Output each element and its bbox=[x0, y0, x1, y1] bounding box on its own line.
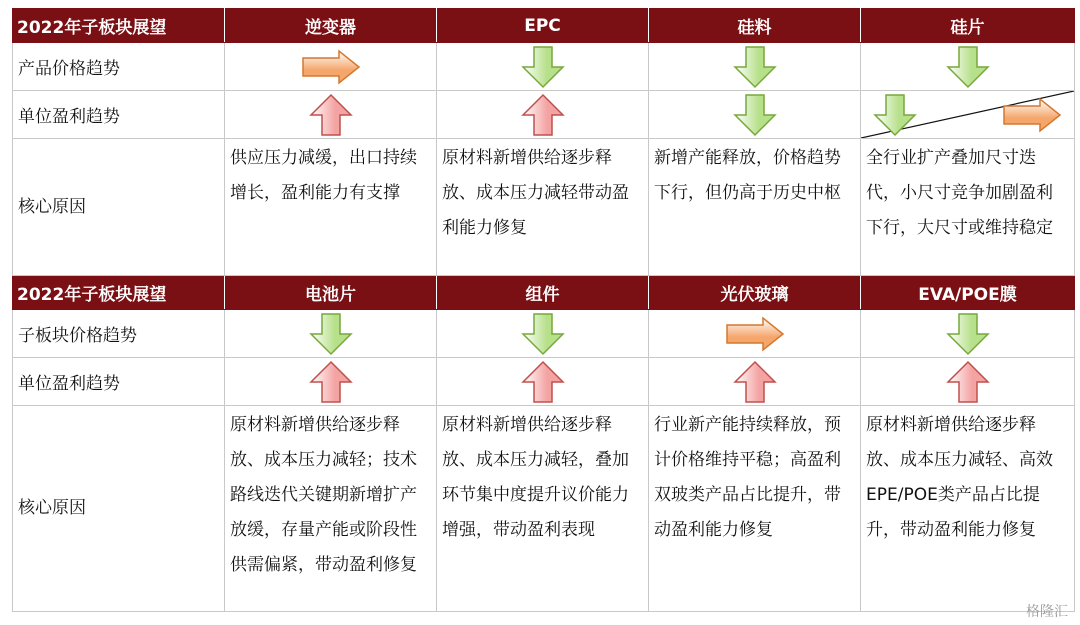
profit-trend-cell bbox=[649, 358, 861, 406]
price-trend-cell bbox=[649, 310, 861, 358]
section1-header-row bbox=[13, 9, 1075, 43]
up-arrow-icon bbox=[521, 93, 565, 137]
right-arrow-icon bbox=[301, 49, 361, 85]
right-arrow-icon bbox=[1002, 97, 1062, 133]
down-arrow-icon bbox=[733, 93, 777, 137]
section2-title: 2022年子板块展望 bbox=[13, 276, 225, 310]
reason-text: 行业新产能持续释放，预计价格维持平稳；高盈利双玻类产品占比提升，带动盈利能力修复 bbox=[649, 406, 861, 612]
down-arrow-icon bbox=[946, 45, 990, 89]
reason-text: 原材料新增供给逐步释放、成本压力减轻，叠加环节集中度提升议价能力增强，带动盈利表现 bbox=[437, 406, 649, 612]
profit-trend-cell bbox=[437, 358, 649, 406]
col-header-module: 组件 bbox=[437, 276, 649, 310]
reason-text: 供应压力减缓，出口持续增长，盈利能力有支撑 bbox=[225, 139, 437, 276]
col-header-inverter: 逆变器 bbox=[225, 9, 437, 43]
price-trend-label: 产品价格趋势 bbox=[13, 43, 225, 91]
section1-profit-row bbox=[13, 91, 1075, 139]
outlook-table bbox=[12, 8, 1075, 612]
down-arrow-icon bbox=[309, 312, 353, 356]
sub-price-trend-label: 子板块价格趋势 bbox=[13, 310, 225, 358]
down-arrow-icon bbox=[521, 45, 565, 89]
profit-trend-cell bbox=[225, 91, 437, 139]
price-trend-cell bbox=[437, 43, 649, 91]
price-trend-cell bbox=[225, 43, 437, 91]
section2-price-row bbox=[13, 310, 1075, 358]
reason-text: 原材料新增供给逐步释放、成本压力减轻；技术路线迭代关键期新增扩产放缓，存量产能或阶段性供需偏紧，带动盈利修复 bbox=[225, 406, 437, 612]
right-arrow-icon bbox=[725, 316, 785, 352]
profit-trend-cell bbox=[649, 91, 861, 139]
col-header-epc: EPC bbox=[437, 9, 649, 43]
price-trend-cell bbox=[861, 310, 1075, 358]
section1-title: 2022年子板块展望 bbox=[13, 9, 225, 43]
section2-reason-row bbox=[13, 406, 1075, 612]
down-arrow-icon bbox=[946, 312, 990, 356]
section1-price-row bbox=[13, 43, 1075, 91]
section1-reason-row bbox=[13, 139, 1075, 276]
price-trend-cell bbox=[861, 43, 1075, 91]
profit-trend-cell bbox=[861, 91, 1075, 139]
up-arrow-icon bbox=[946, 360, 990, 404]
reason-text: 原材料新增供给逐步释放、成本压力减轻、高效EPE/POE类产品占比提升，带动盈利能力修复 bbox=[861, 406, 1075, 612]
up-arrow-icon bbox=[733, 360, 777, 404]
up-arrow-icon bbox=[309, 93, 353, 137]
col-header-polysilicon: 硅料 bbox=[649, 9, 861, 43]
profit-trend-cell bbox=[861, 358, 1075, 406]
col-header-pv-glass: 光伏玻璃 bbox=[649, 276, 861, 310]
price-trend-cell bbox=[225, 310, 437, 358]
core-reason-label: 核心原因 bbox=[13, 139, 225, 276]
section2-profit-row bbox=[13, 358, 1075, 406]
watermark-logo: 格隆汇 bbox=[1026, 604, 1068, 620]
profit-trend-cell bbox=[225, 358, 437, 406]
profit-trend-label: 单位盈利趋势 bbox=[13, 358, 225, 406]
col-header-cell: 电池片 bbox=[225, 276, 437, 310]
core-reason-label: 核心原因 bbox=[13, 406, 225, 612]
price-trend-cell bbox=[437, 310, 649, 358]
price-trend-cell bbox=[649, 43, 861, 91]
down-arrow-icon bbox=[873, 93, 917, 137]
up-arrow-icon bbox=[521, 360, 565, 404]
col-header-wafer: 硅片 bbox=[861, 9, 1075, 43]
down-arrow-icon bbox=[733, 45, 777, 89]
col-header-eva-poe: EVA/POE膜 bbox=[861, 276, 1075, 310]
reason-text: 新增产能释放，价格趋势下行，但仍高于历史中枢 bbox=[649, 139, 861, 276]
reason-text: 原材料新增供给逐步释放、成本压力减轻带动盈利能力修复 bbox=[437, 139, 649, 276]
profit-trend-label: 单位盈利趋势 bbox=[13, 91, 225, 139]
up-arrow-icon bbox=[309, 360, 353, 404]
section2-header-row bbox=[13, 276, 1075, 310]
down-arrow-icon bbox=[521, 312, 565, 356]
reason-text: 全行业扩产叠加尺寸迭代，小尺寸竞争加剧盈利下行，大尺寸或维持稳定 bbox=[861, 139, 1075, 276]
profit-trend-cell bbox=[437, 91, 649, 139]
